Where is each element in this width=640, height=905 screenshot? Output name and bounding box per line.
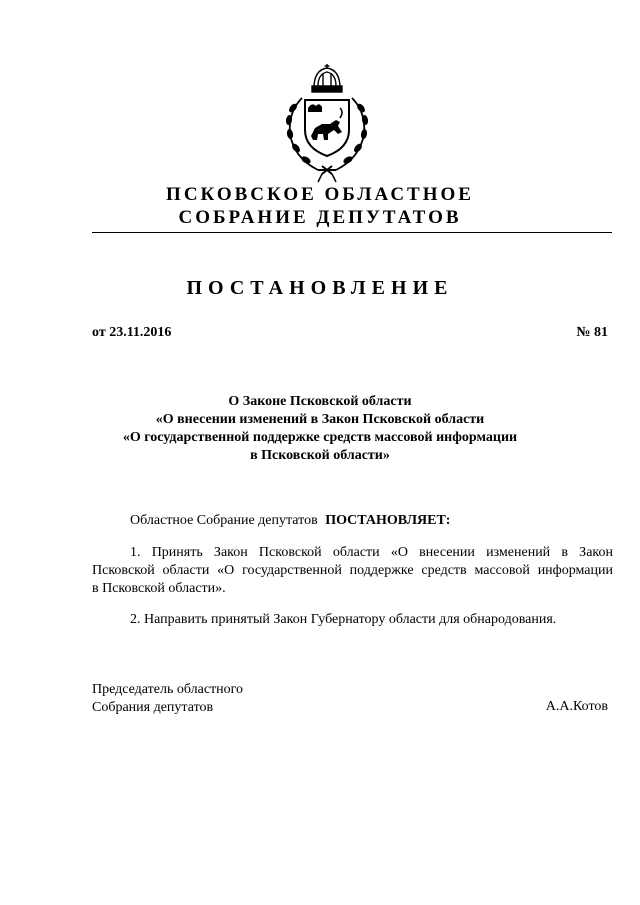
coat-of-arms-icon <box>278 62 376 184</box>
decree-line <box>130 512 450 530</box>
item-1-line: Псковской области «О государственной поддержке средств массовой информации <box>92 563 613 578</box>
signatory-title-line-2: Собрания депутатов <box>92 700 214 715</box>
decree-item-1 <box>92 544 613 598</box>
document-number: № 81 <box>576 325 608 340</box>
item-1-line: 1. Принять Закон Псковской области «О внесении изменений в Закон <box>130 545 613 560</box>
signatory-title-line-1: Председатель областного <box>92 682 244 697</box>
header-divider <box>92 232 612 233</box>
decree-prefix: Областное Собрание депутатов <box>130 513 318 528</box>
document-date: от 23.11.2016 <box>92 325 172 340</box>
signatory-title <box>92 681 243 717</box>
decree-verb: ПОСТАНОВЛЯЕТ: <box>325 513 451 528</box>
subject-line: «О внесении изменений в Закон Псковской области <box>155 412 485 427</box>
signatory-name: А.А.Котов <box>545 699 608 714</box>
document-subject <box>0 393 640 465</box>
organization-line-1: ПСКОВСКОЕ ОБЛАСТНОЕ <box>166 184 474 205</box>
decree-item-2: 2. Направить принятый Закон Губернатору области для обнародования. <box>130 612 557 627</box>
organization-line-2: СОБРАНИЕ ДЕПУТАТОВ <box>178 207 462 228</box>
subject-line: «О государственной поддержке средств массовой информации <box>122 430 518 445</box>
subject-line: в Псковской области» <box>250 448 390 463</box>
subject-line: О Законе Псковской области <box>228 394 412 409</box>
document-type: ПОСТАНОВЛЕНИЕ <box>186 277 454 299</box>
item-1-line: в Псковской области». <box>92 581 226 596</box>
